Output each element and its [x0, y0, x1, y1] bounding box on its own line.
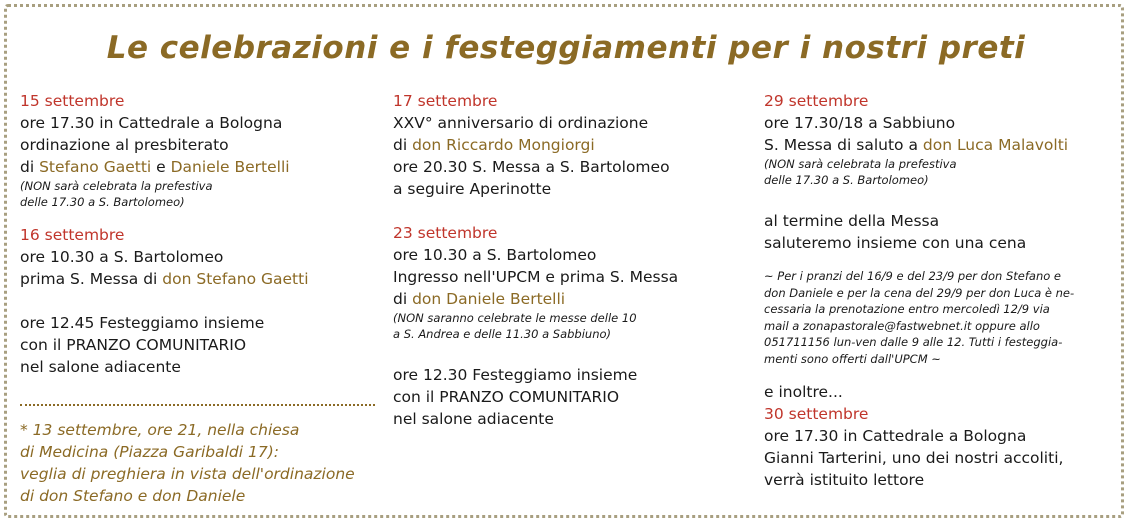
event-line: ore 17.30 in Cattedrale a Bologna	[764, 427, 1027, 445]
name-stefano-gaetti: Stefano Gaetti	[39, 158, 152, 176]
text: di	[393, 136, 413, 154]
event-line: verrà istituito lettore	[764, 471, 925, 489]
event-line	[764, 134, 1124, 156]
date-30-settembre: 30 settembre	[764, 405, 869, 423]
event-line	[20, 268, 380, 290]
name-riccardo-mongiorgi: don Riccardo Mongiorgi	[412, 136, 595, 154]
booking-info-line: ~ Per i pranzi del 16/9 e del 23/9 per don Stefano e	[764, 269, 1062, 283]
text: e	[151, 158, 171, 176]
note-line: (NON saranno celebrate le messe delle 10	[393, 311, 637, 325]
text: di	[393, 290, 413, 308]
note-line: delle 17.30 a S. Bartolomeo)	[20, 195, 185, 209]
event-line: e inoltre...	[764, 383, 843, 401]
name-daniele-bertelli: don Daniele Bertelli	[412, 290, 566, 308]
event-line: nel salone adiacente	[393, 410, 554, 428]
note-line: (NON sarà celebrata la prefestiva	[20, 179, 213, 193]
vigil-line: di don Stefano e don Daniele	[20, 487, 246, 505]
page-title: Le celebrazioni e i festeggiamenti per i nostri preti	[106, 30, 1026, 66]
column-3	[764, 90, 1124, 491]
text: prima S. Messa di	[20, 270, 163, 288]
note-line: delle 17.30 a S. Bartolomeo)	[764, 173, 929, 187]
date-17-settembre: 17 settembre	[393, 92, 498, 110]
event-line: a seguire Aperinotte	[393, 180, 552, 198]
date-15-settembre: 15 settembre	[20, 92, 125, 110]
event-line: ore 17.30/18 a Sabbiuno	[764, 114, 956, 132]
event-line: ore 10.30 a S. Bartolomeo	[393, 246, 597, 264]
date-16-settembre: 16 settembre	[20, 226, 125, 244]
event-line: al termine della Messa	[764, 212, 940, 230]
event-line: con il PRANZO COMUNITARIO	[393, 388, 620, 406]
note-line: a S. Andrea e delle 11.30 a Sabbiuno)	[393, 327, 612, 341]
event-line	[393, 134, 753, 156]
booking-info-line: don Daniele e per la cena del 29/9 per don Luca è ne-	[764, 285, 1075, 300]
vigil-line: veglia di preghiera in vista dell'ordinazione	[20, 465, 355, 483]
note-line: (NON sarà celebrata la prefestiva	[764, 157, 957, 171]
vigil-line: * 13 settembre, ore 21, nella chiesa	[20, 421, 300, 439]
vigil-note	[20, 419, 355, 507]
column-1	[20, 90, 380, 378]
date-23-settembre: 23 settembre	[393, 224, 498, 242]
event-line: ore 12.45 Festeggiamo insieme	[20, 314, 265, 332]
event-line: saluteremo insieme con una cena	[764, 234, 1027, 252]
event-line: Ingresso nell'UPCM e prima S. Messa	[393, 268, 679, 286]
event-line: nel salone adiacente	[20, 358, 181, 376]
text: di	[20, 158, 40, 176]
dotted-separator	[20, 404, 375, 406]
event-line: ore 17.30 in Cattedrale a Bologna	[20, 114, 283, 132]
event-line: con il PRANZO COMUNITARIO	[20, 336, 247, 354]
booking-info-line: mail a zonapastorale@fastwebnet.it oppure allo	[764, 318, 1040, 333]
booking-info-line: 051711156 lun-ven dalle 9 alle 12. Tutti i festeggia-	[764, 335, 1063, 349]
event-line: ore 12.30 Festeggiamo insieme	[393, 366, 638, 384]
name-daniele-bertelli: Daniele Bertelli	[170, 158, 290, 176]
booking-info-line: cessaria la prenotazione entro mercoledì 12/9 via	[764, 302, 1050, 316]
event-line: XXV° anniversario di ordinazione	[393, 114, 649, 132]
name-luca-malavolti: don Luca Malavolti	[922, 136, 1069, 154]
booking-info-line: menti sono offerti dall'UPCM ~	[764, 351, 941, 366]
name-don-stefano-gaetti: don Stefano Gaetti	[162, 270, 309, 288]
text: S. Messa di saluto a	[764, 136, 923, 154]
date-29-settembre: 29 settembre	[764, 92, 869, 110]
event-line: Gianni Tarterini, uno dei nostri accoliti,	[764, 449, 1064, 467]
event-line: ore 10.30 a S. Bartolomeo	[20, 248, 224, 266]
event-line	[393, 288, 753, 310]
event-line: ore 20.30 S. Messa a S. Bartolomeo	[393, 158, 670, 176]
column-2	[393, 90, 753, 430]
event-line: ordinazione al presbiterato	[20, 136, 229, 154]
vigil-line: di Medicina (Piazza Garibaldi 17):	[20, 443, 279, 461]
event-line	[20, 156, 380, 178]
